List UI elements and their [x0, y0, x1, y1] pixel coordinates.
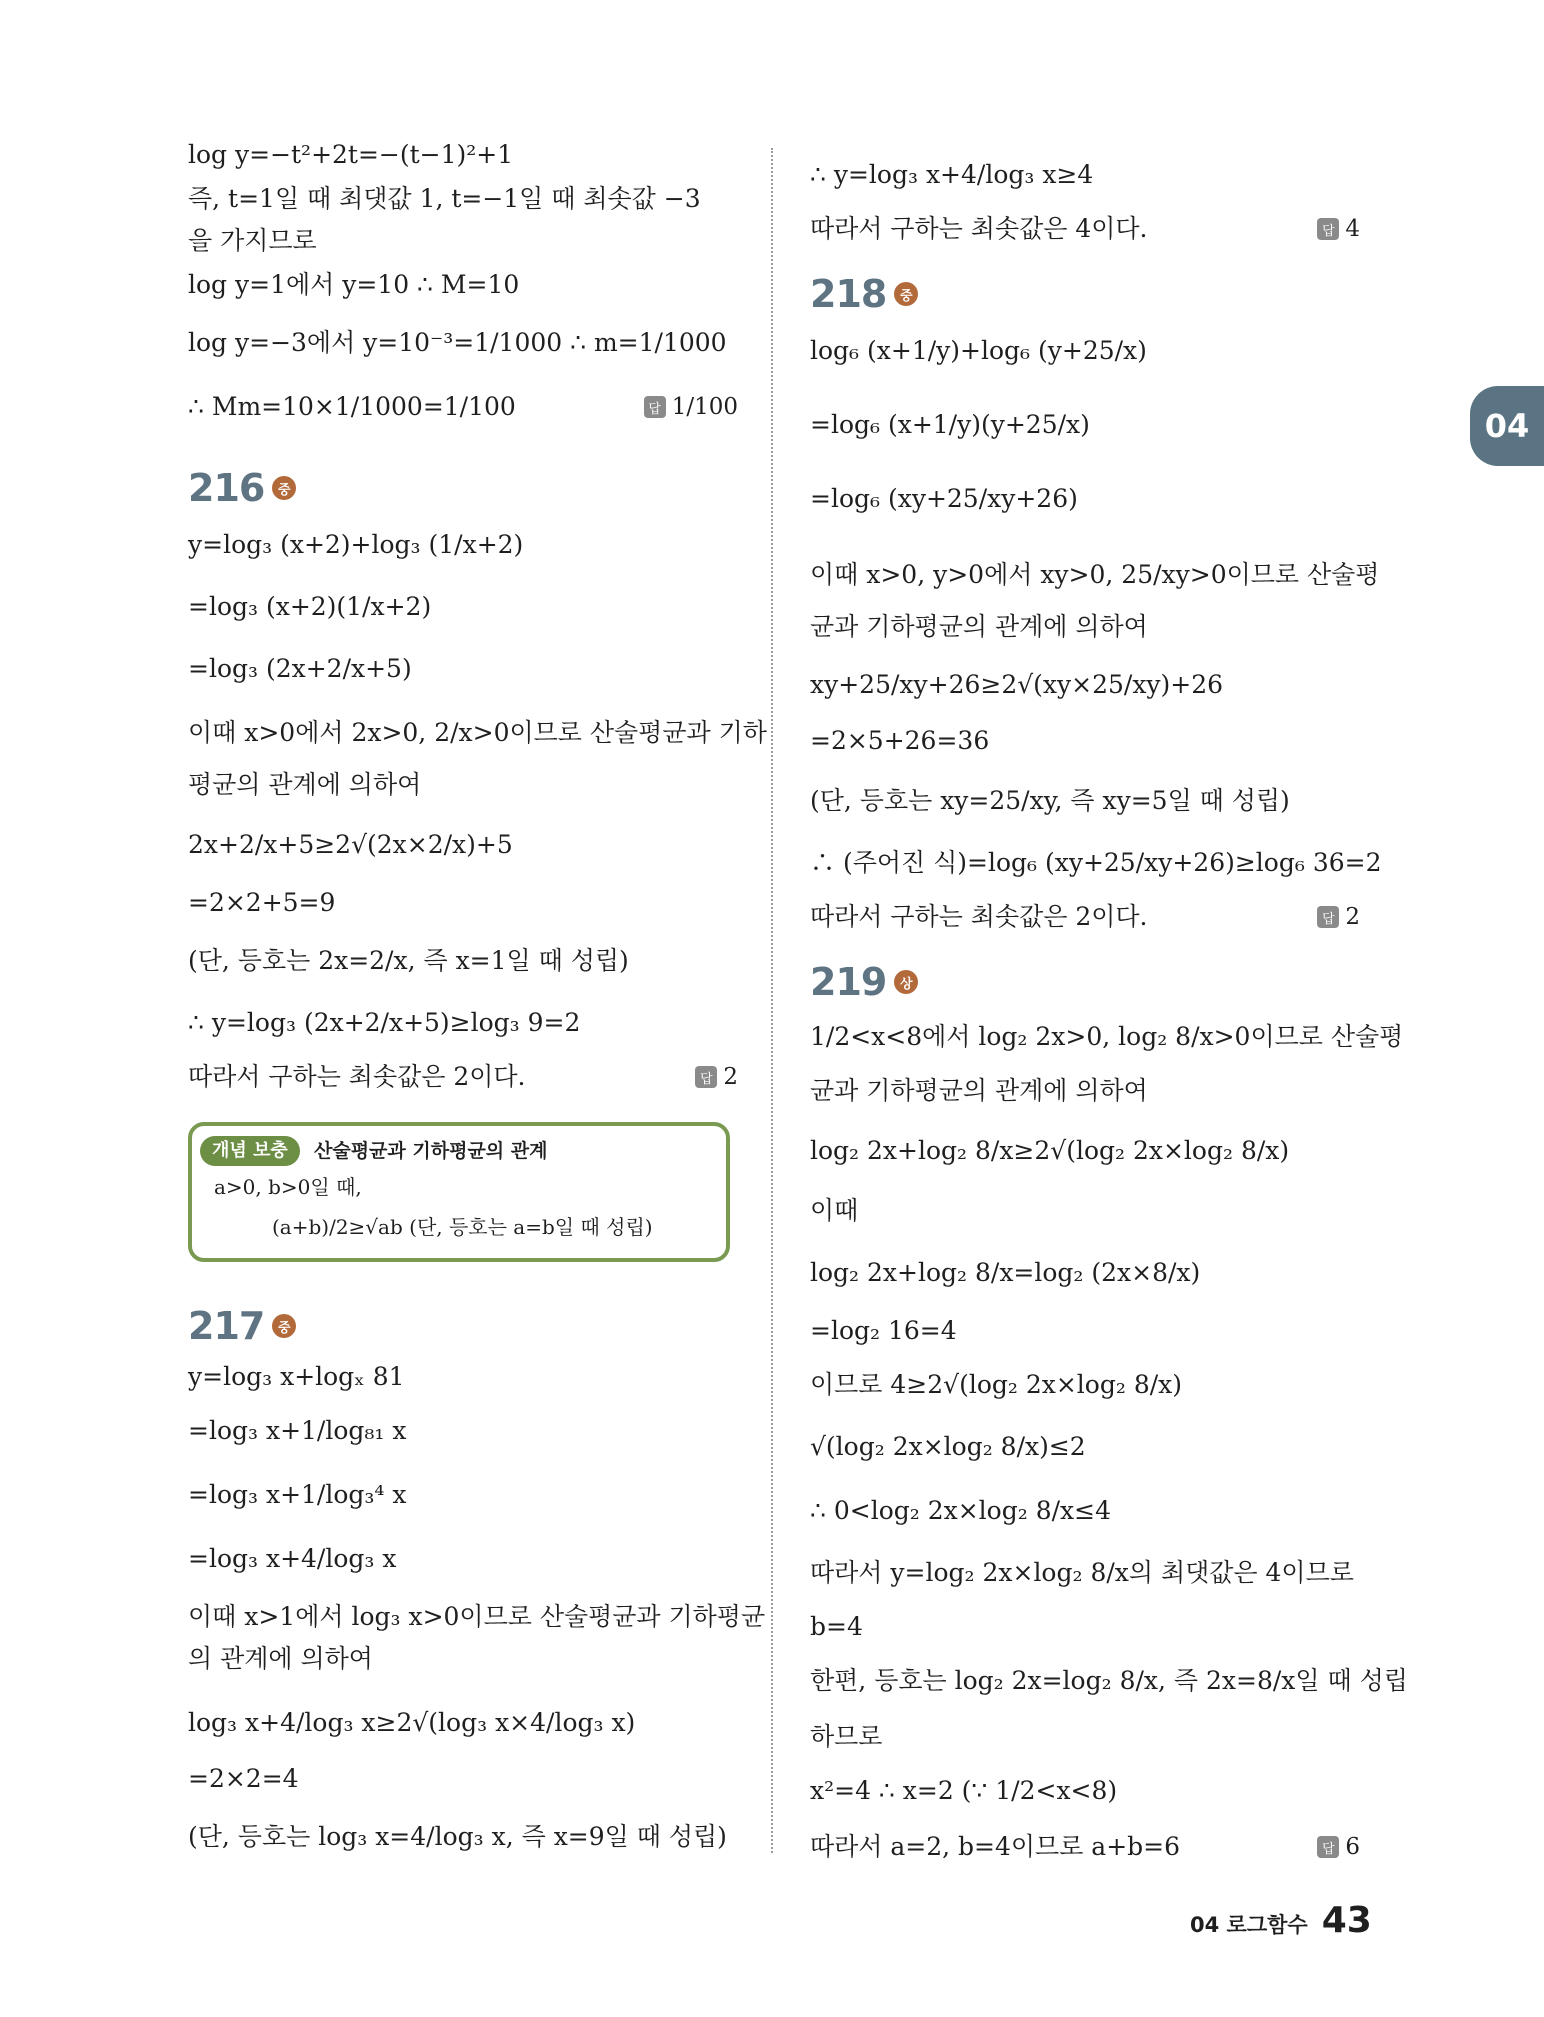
answer-value: 2 — [723, 1064, 738, 1090]
answer-value: 4 — [1345, 216, 1360, 242]
solution-line: log₂ 2x+log₂ 8/x=log₂ (2x×8/x) — [810, 1258, 1201, 1287]
answer-badge: 답 — [1317, 218, 1339, 240]
concept-tag: 개념 보충 — [200, 1136, 300, 1166]
chapter-title: 04 로그함수 — [1190, 1913, 1308, 1937]
solution-line: y=log₃ x+logₓ 81 — [188, 1362, 405, 1391]
concept-title: 산술평균과 기하평균의 관계 — [314, 1140, 548, 1162]
answer-badge: 답 — [1317, 906, 1339, 928]
solution-line: log y=1에서 y=10 ∴ M=10 — [188, 270, 520, 299]
difficulty-badge: 중 — [894, 282, 918, 306]
solution-line: log y=−t²+2t=−(t−1)²+1 — [188, 140, 514, 169]
solution-line: 균과 기하평균의 관계에 의하여 — [810, 1076, 1148, 1105]
concept-line: a>0, b>0일 때, — [214, 1175, 362, 1199]
solution-line: ∴ y=log₃ (2x+2/x+5)≥log₃ 9=2 — [188, 1008, 581, 1037]
solution-line: log y=−3에서 y=10⁻³=1/1000 ∴ m=1/1000 — [188, 328, 727, 357]
solution-line: 따라서 y=log₂ 2x×log₂ 8/x의 최댓값은 4이므로 — [810, 1558, 1354, 1587]
solution-line: (단, 등호는 xy=25/xy, 즉 xy=5일 때 성립) — [810, 786, 1290, 815]
solution-line: 2x+2/x+5≥2√(2x×2/x)+5 — [188, 830, 513, 859]
difficulty-badge: 중 — [272, 476, 296, 500]
solution-line: 이때 x>0, y>0에서 xy>0, 25/xy>0이므로 산술평 — [810, 560, 1380, 589]
solution-line: 이때 x>0에서 2x>0, 2/x>0이므로 산술평균과 기하 — [188, 718, 767, 747]
solution-line: 즉, t=1일 때 최댓값 1, t=−1일 때 최솟값 −3 — [188, 184, 701, 213]
solution-line: (단, 등호는 2x=2/x, 즉 x=1일 때 성립) — [188, 946, 629, 975]
difficulty-badge: 상 — [894, 970, 918, 994]
solution-line: 따라서 a=2, b=4이므로 a+b=6 — [810, 1832, 1181, 1861]
solution-line: =log₃ x+1/log₃⁴ x — [188, 1480, 407, 1509]
solution-line: 하므로 — [810, 1722, 883, 1751]
solution-line: b=4 — [810, 1612, 863, 1641]
answer-badge: 답 — [695, 1066, 717, 1088]
solution-line: log₆ (x+1/y)+log₆ (y+25/x) — [810, 336, 1147, 365]
solution-line: y=log₃ (x+2)+log₃ (1/x+2) — [188, 530, 524, 559]
difficulty-badge: 중 — [272, 1314, 296, 1338]
solution-line: 을 가지므로 — [188, 226, 317, 255]
answer-badge: 답 — [644, 396, 666, 418]
answer-mark — [1317, 1832, 1360, 1862]
solution-line: (단, 등호는 log₃ x=4/log₃ x, 즉 x=9일 때 성립) — [188, 1822, 727, 1851]
problem-header — [188, 464, 296, 512]
answer-value: 2 — [1345, 904, 1360, 930]
answer-mark — [695, 1062, 738, 1092]
solution-line: =2×2=4 — [188, 1764, 299, 1793]
solution-line: log₃ x+4/log₃ x≥2√(log₃ x×4/log₃ x) — [188, 1708, 636, 1737]
solution-line: =2×2+5=9 — [188, 888, 336, 917]
problem-header — [810, 958, 918, 1006]
page-footer — [1190, 1900, 1372, 1941]
solution-line: 이때 — [810, 1196, 859, 1225]
problem-number: 216 — [188, 466, 265, 510]
solution-line: log₂ 2x+log₂ 8/x≥2√(log₂ 2x×log₂ 8/x) — [810, 1136, 1290, 1165]
solution-line: ∴ y=log₃ x+4/log₃ x≥4 — [810, 160, 1094, 189]
solution-line: 따라서 구하는 최솟값은 4이다. — [810, 214, 1148, 243]
answer-mark — [1317, 214, 1360, 244]
problem-header — [188, 1302, 296, 1350]
solution-line: =log₃ (x+2)(1/x+2) — [188, 592, 432, 621]
solution-line: =log₃ x+1/log₈₁ x — [188, 1416, 407, 1445]
answer-value: 6 — [1345, 1834, 1360, 1860]
solution-line: ∴ 0<log₂ 2x×log₂ 8/x≤4 — [810, 1496, 1111, 1525]
problem-header — [810, 270, 918, 318]
solution-line: 평균의 관계에 의하여 — [188, 770, 422, 799]
concept-line: (a+b)/2≥√ab (단, 등호는 a=b일 때 성립) — [272, 1215, 653, 1239]
solution-line: 균과 기하평균의 관계에 의하여 — [810, 612, 1148, 641]
concept-box — [188, 1122, 730, 1262]
problem-number: 217 — [188, 1304, 265, 1348]
column-divider — [771, 148, 773, 1853]
solution-line: 이므로 4≥2√(log₂ 2x×log₂ 8/x) — [810, 1370, 1183, 1399]
solution-line: =log₃ x+4/log₃ x — [188, 1544, 397, 1573]
solution-line: 한편, 등호는 log₂ 2x=log₂ 8/x, 즉 2x=8/x일 때 성립 — [810, 1666, 1408, 1695]
solution-line: √(log₂ 2x×log₂ 8/x)≤2 — [810, 1432, 1086, 1461]
answer-value: 1/100 — [671, 394, 738, 420]
solution-line: 1/2<x<8에서 log₂ 2x>0, log₂ 8/x>0이므로 산술평 — [810, 1022, 1404, 1051]
answer-mark — [644, 392, 738, 422]
chapter-tab: 04 — [1470, 386, 1544, 466]
answer-badge: 답 — [1317, 1836, 1339, 1858]
solution-line: ∴ (주어진 식)=log₆ (xy+25/xy+26)≥log₆ 36=2 — [810, 848, 1382, 877]
solution-line: 따라서 구하는 최솟값은 2이다. — [810, 902, 1148, 931]
solution-line: 의 관계에 의하여 — [188, 1644, 373, 1673]
problem-number: 218 — [810, 272, 887, 316]
solution-line: 이때 x>1에서 log₃ x>0이므로 산술평균과 기하평균 — [188, 1602, 766, 1631]
solution-line: =log₆ (x+1/y)(y+25/x) — [810, 410, 1090, 439]
solution-line: xy+25/xy+26≥2√(xy×25/xy)+26 — [810, 670, 1224, 699]
solution-line: =log₂ 16=4 — [810, 1316, 957, 1345]
solution-line: ∴ Mm=10×1/1000=1/100 — [188, 392, 516, 421]
solution-line: =2×5+26=36 — [810, 726, 990, 755]
solution-line: =log₃ (2x+2/x+5) — [188, 654, 412, 683]
answer-mark — [1317, 902, 1360, 932]
solution-line: x²=4 ∴ x=2 (∵ 1/2<x<8) — [810, 1776, 1118, 1805]
solution-line: =log₆ (xy+25/xy+26) — [810, 484, 1078, 513]
solution-line: 따라서 구하는 최솟값은 2이다. — [188, 1062, 526, 1091]
problem-number: 219 — [810, 960, 887, 1004]
page-number: 43 — [1321, 1900, 1372, 1941]
